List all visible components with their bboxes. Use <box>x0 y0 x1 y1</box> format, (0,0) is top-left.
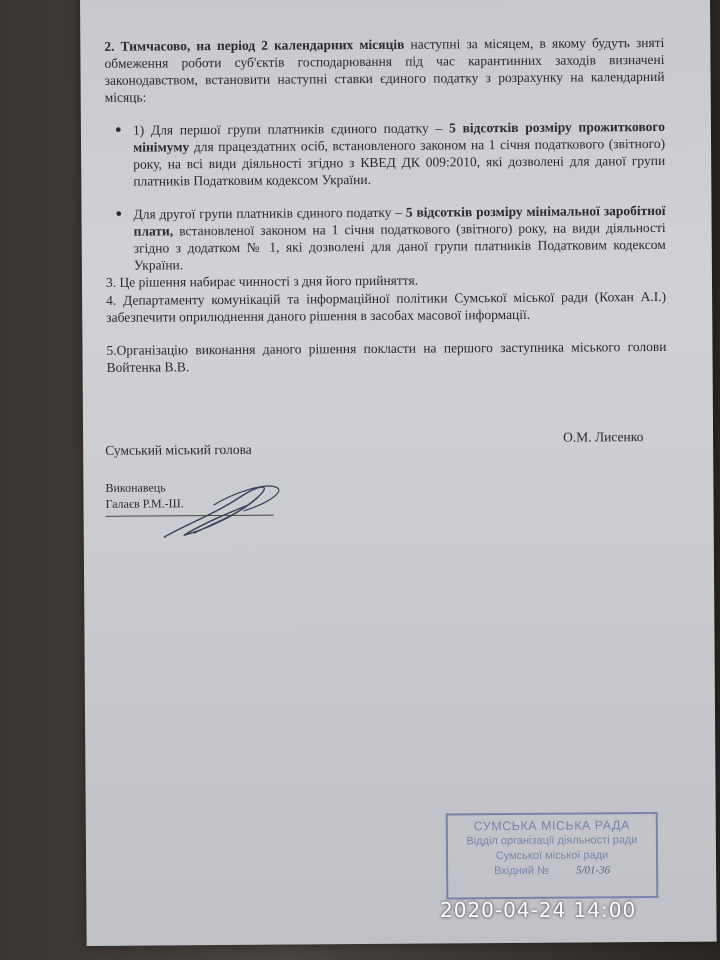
bullet-icon: ● <box>115 207 123 220</box>
bullet-1-prefix: 1) Для першої групи платників єдиного податку – <box>132 120 443 138</box>
stamp-number-label: Вхідний № <box>494 864 549 878</box>
item-4-paragraph: 4. Департаменту комунікацій та інформаційної політики Сумської міської ради (Кохан А.І.) забезпечити оприлюднення даного рішення в засобах масової інформації. <box>106 288 667 325</box>
item-3-paragraph: 3. Це рішення набирає чинності з дня його прийняття. <box>105 272 419 290</box>
photo-timestamp: 2020-04-24 14:00 <box>440 898 637 922</box>
stamp-line-2: Відділ організації діяльності ради <box>466 834 638 848</box>
executor-name: Галаєв Р.М.-Ш. <box>105 496 184 511</box>
item-2-paragraph <box>104 34 664 106</box>
bullet-1-text: для працездатних осіб, встановленого законом на 1 січня податкового (звітного) року, на всі види діяльності згідно з КВЕД ДК 009:2010, які дозволені для даної групи платників Податковим кодексом України. <box>133 135 666 189</box>
stamp-line-1: СУМСЬКА МІСЬКА РАДА <box>473 818 630 834</box>
document-page <box>80 0 717 946</box>
bullet-icon: ● <box>114 123 122 136</box>
item-2-text: наступні за місяцем, в якому будуть зняті обмеження роботи суб'єктів господарювання під час карантинних заходів визначені законодавством, встановити наступні ставки єдиного податку з розрахунку на календарний місяць: <box>104 34 665 105</box>
bullet-2-bold: 5 відсотків розміру мінімальної заробітної плати, <box>133 202 666 239</box>
bullet-item-2 <box>115 202 666 274</box>
stamp-number-value: 5/01-36 <box>575 864 611 877</box>
stamp-line-3: Сумської міської ради <box>495 849 609 863</box>
bullet-item-1 <box>114 118 666 190</box>
signature-icon <box>153 475 283 546</box>
bullet-2-text: встановленої законом на 1 січня податкового (звітного) року, на види діяльності згідно з додатком № 1, які дозволені для даної групи платників Податковим кодексом України. <box>133 219 666 273</box>
mayor-title: Сумський міський голова <box>105 441 252 458</box>
item-5-paragraph: 5.Організацію виконання даного рішення покласти на першого заступника міського голови Войтенка В.В. <box>106 338 667 375</box>
registration-stamp <box>446 812 659 899</box>
mayor-name: О.М. Лисенко <box>563 429 644 445</box>
stamp-line-4 <box>448 863 656 879</box>
bullet-1-bold: 5 відсотків розміру прожиткового мінімуму <box>133 118 665 155</box>
bullet-2-prefix: Для другої групи платників єдиного податку – <box>133 204 403 222</box>
executor-label: Виконавець <box>105 480 166 495</box>
item-2-lead: 2. Тимчасово, на період 2 календарних місяців <box>104 36 405 54</box>
